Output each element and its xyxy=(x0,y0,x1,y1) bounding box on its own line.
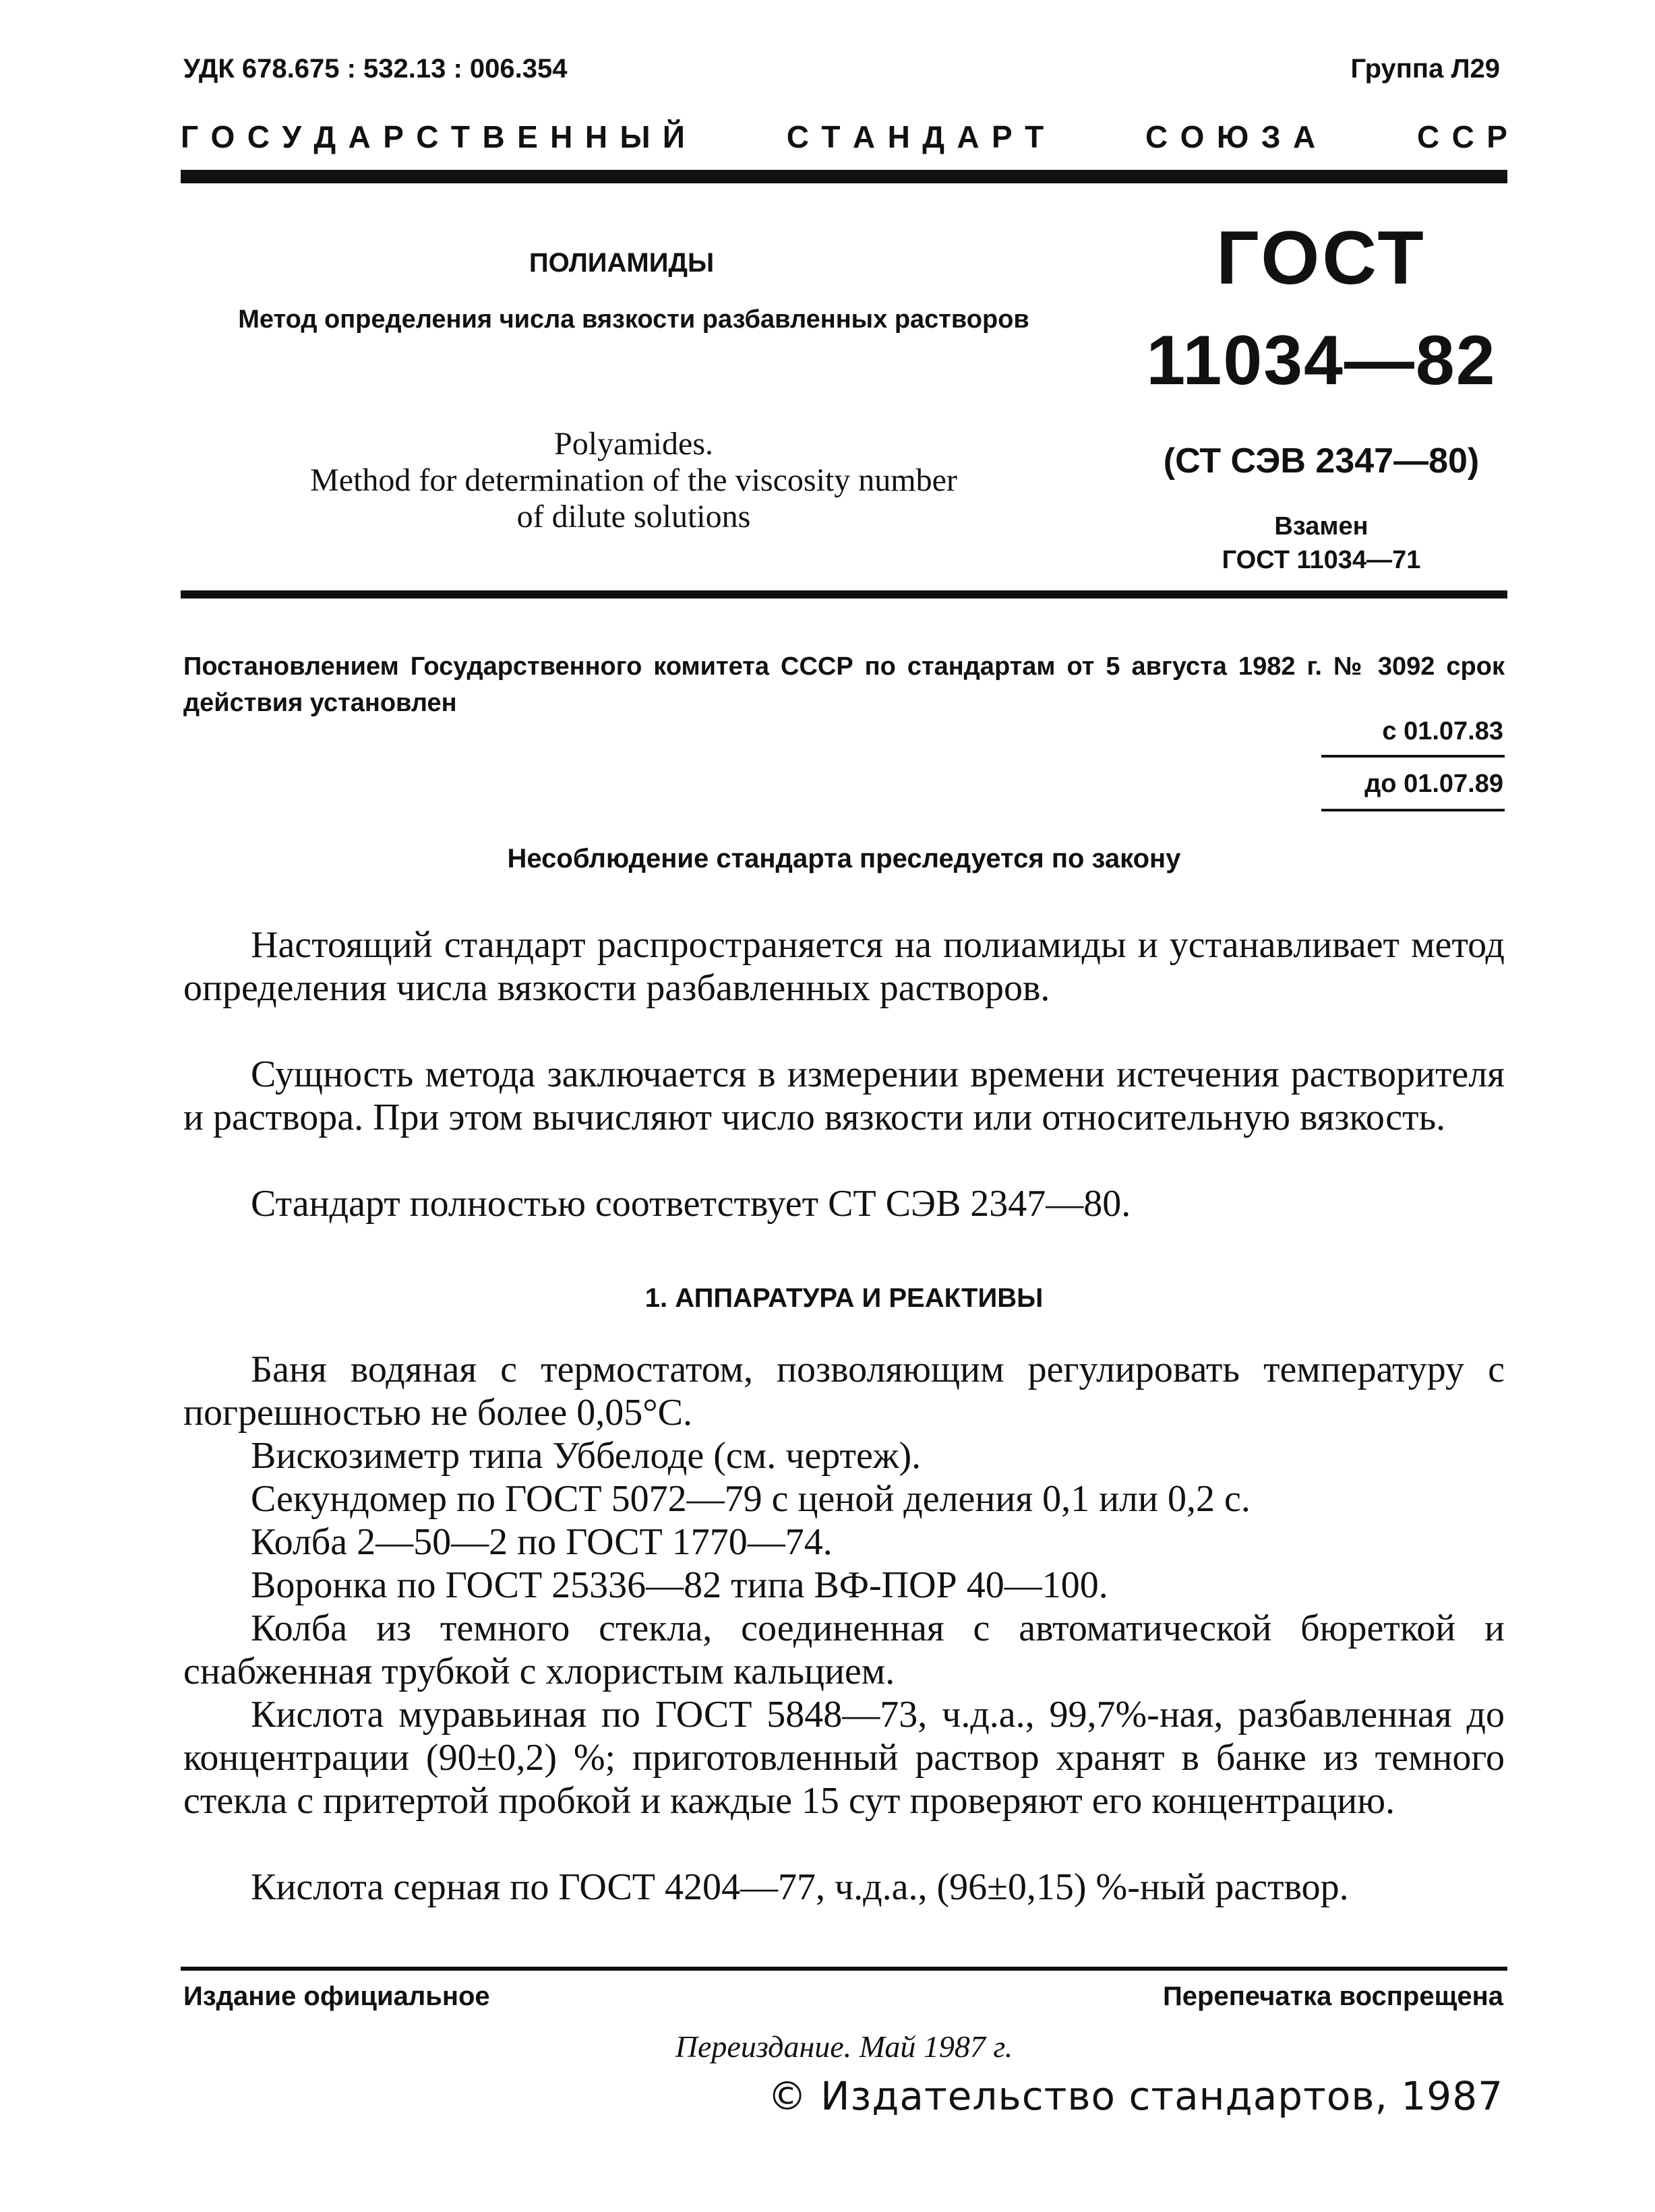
title-en-line: Polyamides. xyxy=(554,426,713,462)
document-subtitle-ru: Метод определения числа вязкости разбавленных растворов xyxy=(238,305,1029,334)
equipment-item: Колба из темного стекла, соединенная с автоматической бюреткой и снабженная трубкой с хлористым кальцием. xyxy=(183,1607,1505,1692)
section-heading: 1. АППАРАТУРА И РЕАКТИВЫ xyxy=(644,1283,1044,1313)
equipment-item: Колба 2—50—2 по ГОСТ 1770—74. xyxy=(251,1521,833,1563)
reprint-forbidden-label: Перепечатка воспрещена xyxy=(1163,1981,1503,2011)
valid-to-date: до 01.07.89 xyxy=(1364,770,1503,798)
intro-paragraph: Сущность метода заключается в измерении времени истечения растворителя и раствора. При этом вычисляют число вязкости или относительную вязкость. xyxy=(183,1053,1505,1138)
copyright-notice: © Издательство стандартов, 1987 xyxy=(767,2073,1503,2119)
st-sev-reference: (СТ СЭВ 2347—80) xyxy=(1163,441,1480,481)
gost-number: 11034—82 xyxy=(1146,321,1497,400)
banner-word: С С Р xyxy=(1417,119,1507,154)
equipment-item: Вискозиметр типа Уббелоде (см. чертеж). xyxy=(251,1435,922,1477)
document-title-en xyxy=(229,426,1038,535)
reissue-note: Переиздание. Май 1987 г. xyxy=(675,2029,1013,2064)
valid-from-date: с 01.07.83 xyxy=(1382,717,1503,745)
intro-paragraph: Стандарт полностью соответствует СТ СЭВ 2347—80. xyxy=(251,1183,1131,1225)
banner-word: С О Ю З А xyxy=(1145,119,1316,154)
state-standard-banner xyxy=(181,119,1507,155)
group-code: Группа Л29 xyxy=(1350,54,1500,84)
document-title-ru: ПОЛИАМИДЫ xyxy=(529,248,715,278)
title-en-line: Method for determination of the viscosity number xyxy=(310,462,957,498)
top-divider xyxy=(181,170,1507,183)
banner-word: С Т А Н Д А Р Т xyxy=(786,119,1044,154)
banner-word: Г О С У Д А Р С Т В Е Н Н Ы Й xyxy=(181,119,685,154)
decree-text: Постановлением Государственного комитета СССР по стандартам от 5 августа 1982 г. № 3092 срок действия установлен xyxy=(183,652,1505,717)
official-edition-label: Издание официальное xyxy=(183,1981,490,2011)
equipment-item: Кислота серная по ГОСТ 4204—77, ч.д.а., (96±0,15) %-ный раствор. xyxy=(251,1866,1349,1908)
valid-from-underline xyxy=(1321,755,1505,758)
intro-paragraph: Настоящий стандарт распространяется на полиамиды и устанавливает метод определения числа вязкости разбавленных растворов. xyxy=(183,924,1505,1009)
valid-to-underline xyxy=(1321,809,1505,811)
bottom-divider xyxy=(181,1967,1507,1971)
equipment-item: Кислота муравьиная по ГОСТ 5848—73, ч.д.а., 99,7%-ная, разбавленная до концентрации (90±0,2) %; приготовленный раствор хранят в банке из темного стекла с притертой пробкой и каждые 15 сут проверяют его концентрацию. xyxy=(183,1694,1505,1822)
equipment-item: Секундомер по ГОСТ 5072—79 с ценой деления 0,1 или 0,2 с. xyxy=(251,1478,1251,1520)
equipment-item: Баня водяная с термостатом, позволяющим регулировать температуру с погрешностью не более 0,05°С. xyxy=(183,1349,1505,1434)
middle-divider xyxy=(181,590,1507,598)
udk-code: УДК 678.675 : 532.13 : 006.354 xyxy=(183,54,568,84)
replaces-value: ГОСТ 11034—71 xyxy=(1222,546,1421,574)
title-en-line: of dilute solutions xyxy=(516,499,751,534)
equipment-item: Воронка по ГОСТ 25336—82 типа ВФ-ПОР 40—100. xyxy=(251,1564,1108,1606)
gost-label: ГОСТ xyxy=(1216,216,1426,300)
replaces-label: Взамен xyxy=(1274,512,1368,541)
legal-notice: Несоблюдение стандарта преследуется по закону xyxy=(507,844,1181,873)
